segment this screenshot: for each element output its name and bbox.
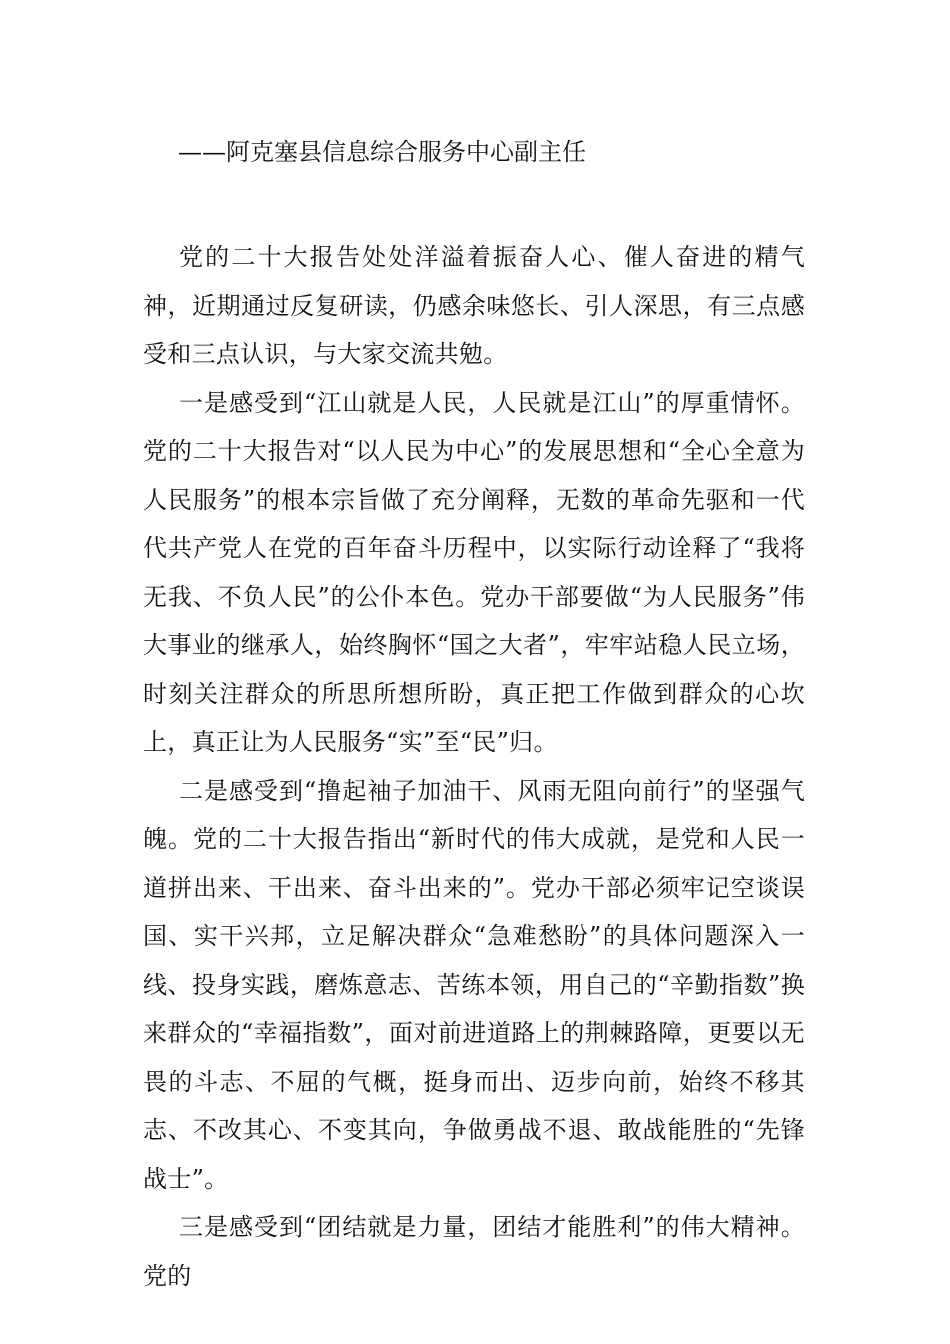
document-subtitle: ——阿克塞县信息综合服务中心副主任 [178, 138, 586, 166]
paragraph-point-one: 一是感受到“江山就是人民，人民就是江山”的厚重情怀。党的二十大报告对“以人民为中心”的发展思想和“全心全意为人民服务”的根本宗旨做了充分阐释，无数的革命先驱和一代代共产党人在党的百年奋斗历程中，以实际行动诠释了“我将无我、不负人民”的公仆本色。党办干部要做“为人民服务”伟大事业的继承人，始终胸怀“国之大者”，牢牢站稳人民立场，时刻关注群众的所思所想所盼，真正把工作做到群众的心坎上，真正让为人民服务“实”至“民”归。 [143, 388, 805, 756]
paragraph-point-three: 三是感受到“团结就是力量，团结才能胜利”的伟大精神。党的 [143, 1213, 805, 1290]
paragraph-point-two: 二是感受到“撸起袖子加油干、风雨无阻向前行”的坚强气魄。党的二十大报告指出“新时代的伟大成就，是党和人民一道拼出来、干出来、奋斗出来的”。党办干部必须牢记空谈误国、实干兴邦，立足解决群众“急难愁盼”的具体问题深入一线、投身实践，磨炼意志、苦练本领，用自己的“辛勤指数”换来群众的“幸福指数”，面对前进道路上的荆棘路障，更要以无畏的斗志、不屈的气概，挺身而出、迈步向前，始终不移其志、不改其心、不变其向，争做勇战不退、敢战能胜的“先锋战士”。 [143, 776, 805, 1193]
document-body [143, 233, 805, 1300]
paragraph-intro: 党的二十大报告处处洋溢着振奋人心、催人奋进的精气神，近期通过反复研读，仍感余味悠长、引人深思，有三点感受和三点认识，与大家交流共勉。 [143, 243, 805, 368]
